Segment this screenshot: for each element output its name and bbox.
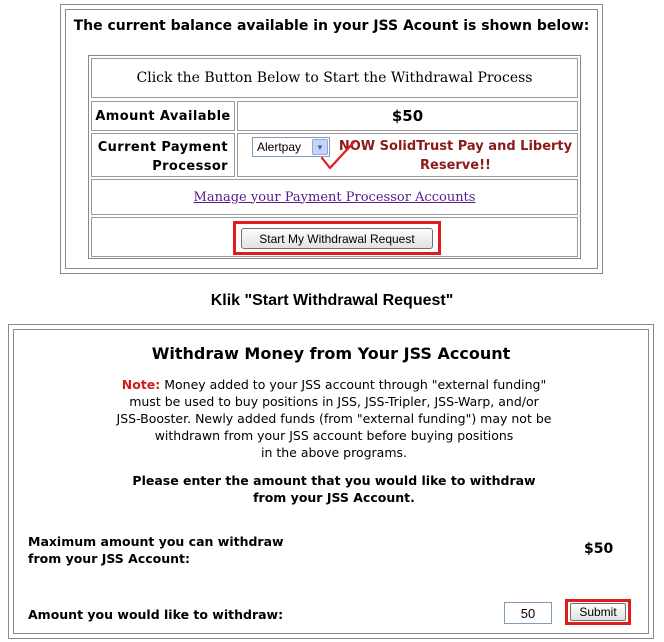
amount-available-label: Amount Available	[91, 101, 235, 131]
payment-processor-label-line1: Current Payment	[97, 140, 228, 155]
submit-button-highlight	[565, 599, 631, 625]
payment-processor-label-line2: Processor	[152, 159, 228, 174]
processor-notice-line1: NOW SolidTrust Pay and Liberty	[338, 139, 573, 154]
note-line3: JSS-Booster. Newly added funds (from "external funding") may not be	[116, 411, 552, 426]
max-withdraw-label-line2: from your JSS Account:	[28, 551, 191, 566]
withdraw-panel-frame	[13, 329, 649, 634]
balance-panel-frame	[65, 9, 598, 269]
amount-available-value: $50	[237, 101, 578, 131]
max-withdraw-label-line1: Maximum amount you can withdraw	[28, 534, 284, 549]
payment-processor-label	[91, 133, 235, 177]
note-line5: in the above programs.	[260, 445, 407, 460]
withdraw-note	[74, 376, 594, 461]
withdraw-title: Withdraw Money from Your JSS Account	[151, 344, 511, 363]
instruction-line1: Please enter the amount that you would like to withdraw	[132, 473, 536, 488]
note-line4: withdrawn from your JSS account before buying positions	[154, 428, 514, 443]
payment-processor-cell	[237, 133, 578, 177]
note-line1: Money added to your JSS account through "external funding"	[160, 377, 547, 392]
withdraw-amount-label: Amount you would like to withdraw:	[28, 607, 284, 622]
processor-notice-line2: Reserve!!	[420, 158, 491, 173]
chevron-down-icon[interactable]: ▼	[312, 139, 328, 155]
withdrawal-instructions: Click the Button Below to Start the Withdrawal Process	[91, 58, 578, 98]
manage-processors-link[interactable]: Manage your Payment Processor Accounts	[193, 189, 476, 205]
submit-button[interactable]: Submit	[570, 603, 626, 621]
withdraw-button-highlight	[233, 221, 441, 255]
withdrawal-table	[88, 55, 581, 259]
processor-notice	[338, 137, 573, 175]
balance-panel	[60, 4, 603, 274]
instruction-line2: from your JSS Account.	[253, 490, 415, 505]
withdraw-instruction	[74, 472, 594, 506]
max-withdraw-value: $50	[584, 541, 614, 557]
balance-header: The current balance available in your JSS Acount is shown below:	[73, 18, 590, 34]
red-check-mark-icon	[318, 138, 358, 172]
payment-processor-selected: Alertpay	[257, 140, 302, 154]
withdraw-panel	[8, 324, 654, 639]
instruction-caption: Klik "Start Withdrawal Request"	[210, 292, 454, 309]
manage-processors-cell	[91, 179, 578, 215]
note-label: Note:	[121, 377, 161, 392]
max-withdraw-label	[28, 533, 328, 567]
note-line2: must be used to buy positions in JSS, JSS-Tripler, JSS-Warp, and/or	[129, 394, 539, 409]
start-withdrawal-button[interactable]: Start My Withdrawal Request	[241, 228, 433, 249]
withdraw-button-cell	[91, 217, 578, 257]
withdraw-amount-input[interactable]	[504, 602, 552, 624]
